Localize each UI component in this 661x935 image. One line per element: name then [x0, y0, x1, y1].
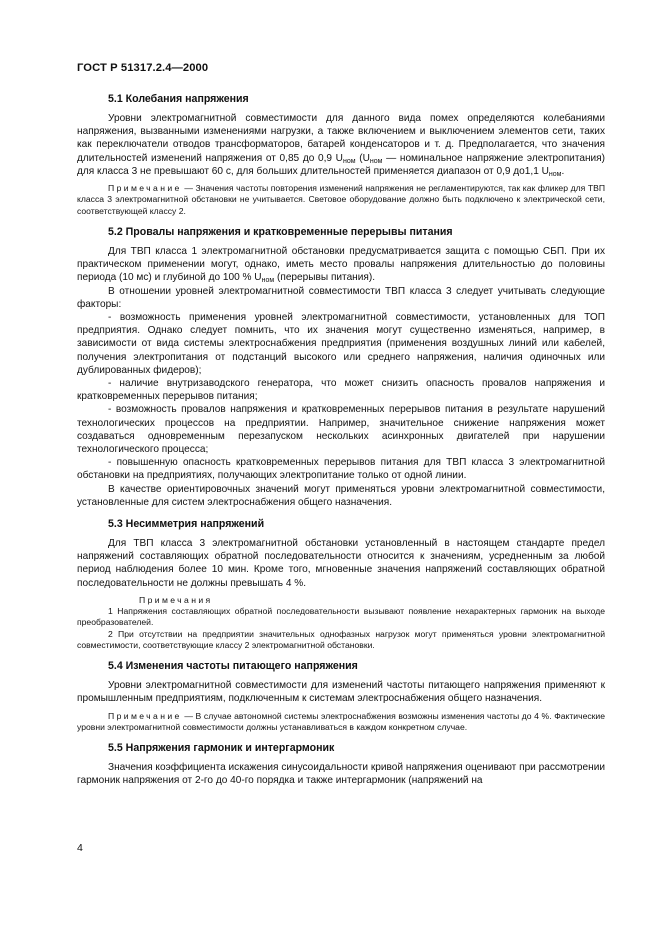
s51-p1-a: Уровни электромагнитной совместимости для данного вида помех определяются колебаниями напряжения, вызванными изменениями нагрузки, а также включением и выключением элементов сети, таких как переключатели отводов трансформаторов, батарей конденсаторов и т. д. Предполагается, что значения длительностей изменений напряжения от 0,85 до 0,9 U — [77, 113, 605, 164]
note-text: — Значения частоты повторения изменений напряжения не регламентируются, так как фликер для ТВП класса 3 электромагнитной обстановки не учитывается. Световое оборудование должно быть подключено к электрической сети, соответствующей классу 2. — [77, 183, 605, 216]
document-body — [77, 93, 605, 788]
section-5-3-paragraph: Для ТВП класса 3 электромагнитной обстановки установленный в настоящем стандарте предел напряжений составляющих обратной последовательности относится к значениям, усредненным за любой период наблюдения более 10 мин. Кроме того, мгновенные значения напряжений составляющих обратной последовательности не должны превышать 4 %. — [77, 537, 605, 589]
section-5-2-bullet-2: - наличие внутризаводского генератора, что может снизить опасность провалов напряжения и кратковременных перерывов питания; — [77, 377, 605, 403]
note-text: — В случае автономной системы электроснабжения возможны изменения частоты до 4 %. Фактические уровни электромагнитной совместимости должны устанавливаться в каждом конкретном случае. — [77, 710, 605, 732]
section-5-2-paragraph-3: В качестве ориентировочных значений могут применяться уровни электромагнитной совместимости, установленные для систем электроснабжения общего назначения. — [77, 483, 605, 508]
section-5-3-note-1: 1 Напряжения составляющих обратной последовательности вызывают появление нехарактерных гармоник на выходе преобразователей. — [77, 606, 605, 628]
sub-nom: ном — [369, 157, 383, 165]
standard-header: ГОСТ Р 51317.2.4—2000 — [77, 62, 209, 74]
s51-p1-c: — номинальное напряжение электропитания) для класса 3 не превышают 60 с, для больших длительностей применяется диапазон от 0,9 до1,1 U — [77, 152, 605, 177]
s51-p1-d: . — [561, 165, 565, 177]
section-5-2-bullet-1: - возможность применения уровней электромагнитной совместимости, установленных для ТОП предприятия. Однако следует помнить, что их значения могут существенно изменяться, например, в зависимости от вида системы электроснабжения предприятия (применения воздушных линий или кабелей, получения электропитания от подстанций высокого или среднего напряжения, наличия одиночных или дублированных фидеров); — [77, 311, 605, 376]
s52-p1-a: Для ТВП класса 1 электромагнитной обстановки предусматривается защита с помощью СБП. При их практическом применении могут, однако, иметь место провалы напряжения длительностью до половины периода (10 мс) и глубиной до 100 % U — [77, 245, 605, 284]
section-5-3-title: 5.3 Несимметрия напряжений — [108, 517, 265, 530]
s52-p1-b: (перерывы питания). — [274, 272, 376, 284]
section-5-1-title: 5.1 Колебания напряжения — [108, 93, 249, 105]
notes-label: Примечания — [139, 594, 213, 605]
section-5-2-bullet-3: - возможность провалов напряжения и кратковременных перерывов питания в результате нарушений технологических процессов на предприятии. Например, значительное снижение напряжения может создаваться одновременным перезапуском нескольких асинхронных двигателей при нарушении технологического процесса; — [77, 404, 605, 455]
section-5-2-title: 5.2 Провалы напряжения и кратковременные перерывы питания — [108, 225, 453, 238]
section-5-1-paragraph — [77, 112, 605, 178]
note-label: Примечание — [108, 710, 182, 721]
s51-p1-b: (U — [355, 152, 370, 164]
sub-nom: ном — [548, 170, 562, 178]
section-5-2-paragraph-1 — [77, 245, 605, 285]
note-label: Примечание — [108, 183, 182, 194]
section-5-1-note — [77, 183, 605, 217]
sub-nom: ном — [261, 277, 275, 285]
section-5-4-note — [77, 711, 605, 734]
sub-nom: ном — [342, 157, 356, 165]
section-5-5-title: 5.5 Напряжения гармоник и интергармоник — [108, 742, 335, 755]
section-5-3-note-2: 2 При отсутствии на предприятии значительных однофазных нагрузок могут применяться уровни электромагнитной совместимости, соответствующие классу 2 электромагнитной обстановки. — [77, 628, 605, 650]
section-5-2-paragraph-2: В отношении уровней электромагнитной совместимости ТВП класса 3 следует учитывать следующие факторы: — [77, 285, 605, 310]
page-number: 4 — [77, 842, 83, 854]
section-5-4-title: 5.4 Изменения частоты питающего напряжения — [108, 660, 358, 673]
section-5-5-paragraph: Значения коэффициента искажения синусоидальности кривой напряжения оценивают при рассмотрении гармоник напряжения от 2-го до 40-го порядка и также интергармоник (напряжений на — [77, 762, 605, 787]
section-5-4-paragraph: Уровни электромагнитной совместимости для изменений частоты питающего напряжения применяют к промышленным предприятиям, подключенным к системам электроснабжения общего назначения. — [77, 680, 605, 705]
section-5-2-bullet-4: - повышенную опасность кратковременных перерывов питания для ТВП класса 3 электромагнитной обстановки на предприятиях, получающих электропитание только от одной линии. — [77, 457, 605, 482]
